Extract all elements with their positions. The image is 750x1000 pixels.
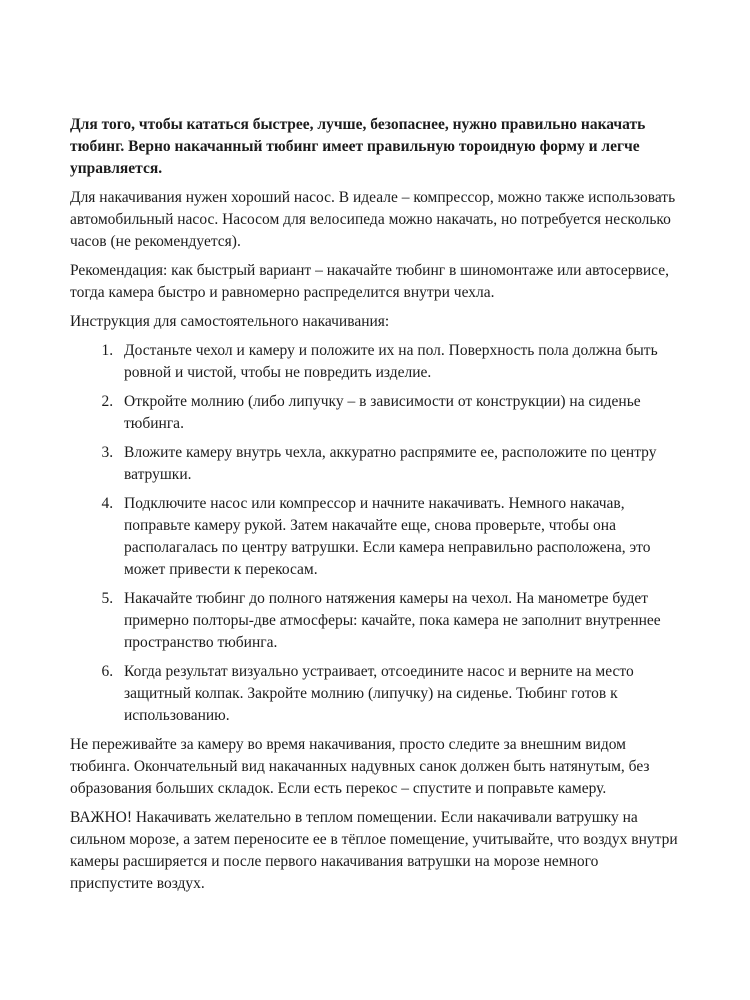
instruction-step-1: 1. Достаньте чехол и камеру и положите их на пол. Поверхность пола должна быть ровной и чистой, чтобы не повредить изделие. bbox=[117, 340, 684, 384]
instruction-step-6: 6. Когда результат визуально устраивает, отсоедините насос и верните на место защитный колпак. Закройте молнию (липучку) на сиденье. Тюбинг готов к использованию. bbox=[117, 661, 684, 727]
appearance-paragraph: Не переживайте за камеру во время накачивания, просто следите за внешним видом тюбинга. Окончательный вид накачанных надувных санок должен быть натянутым, без образования больших складок. Если есть перекос – спустите и поправьте камеру. bbox=[70, 736, 650, 797]
instruction-step-5: 5. Накачайте тюбинг до полного натяжения камеры на чехол. На манометре будет примерно полторы-две атмосферы: качайте, пока камера не заполнит внутреннее пространство тюбинга. bbox=[117, 588, 684, 654]
intro-paragraph: Для того, чтобы кататься быстрее, лучше, безопаснее, нужно правильно накачать тюбинг. Верно накачанный тюбинг имеет правильную тороидную форму и легче управляется. bbox=[70, 116, 646, 177]
important-paragraph: ВАЖНО! Накачивать желательно в теплом помещении. Если накачивали ватрушку на сильном морозе, а затем переносите ее в тёплое помещение, учитывайте, что воздух внутри камеры расширяется и после первого накачивания ватрушки на морозе немного приспустите воздух. bbox=[70, 809, 678, 892]
instruction-step-2: 2. Откройте молнию (либо липучку – в зависимости от конструкции) на сиденье тюбинга. bbox=[117, 391, 684, 435]
instruction-step-4: 4. Подключите насос или компрессор и начните накачивать. Немного накачав, поправьте камеру рукой. Затем накачайте еще, снова проверьте, чтобы она располагалась по центру ватрушки. Если камера неправильно расположена, это может привести к перекосам. bbox=[117, 493, 684, 581]
instruction-step-3: 3. Вложите камеру внутрь чехла, аккуратно распрямите ее, расположите по центру ватрушки. bbox=[117, 442, 684, 486]
recommendation-paragraph: Рекомендация: как быстрый вариант – накачайте тюбинг в шиномонтаже или автосервисе, тогда камера быстро и равномерно распределится внутри чехла. bbox=[70, 262, 669, 301]
pump-paragraph: Для накачивания нужен хороший насос. В идеале – компрессор, можно также использовать автомобильный насос. Насосом для велосипеда можно накачать, но потребуется несколько часов (не рекомендуется). bbox=[70, 189, 676, 250]
instructions-heading: Инструкция для самостоятельного накачивания: bbox=[70, 313, 390, 330]
instructions-list bbox=[70, 340, 684, 727]
